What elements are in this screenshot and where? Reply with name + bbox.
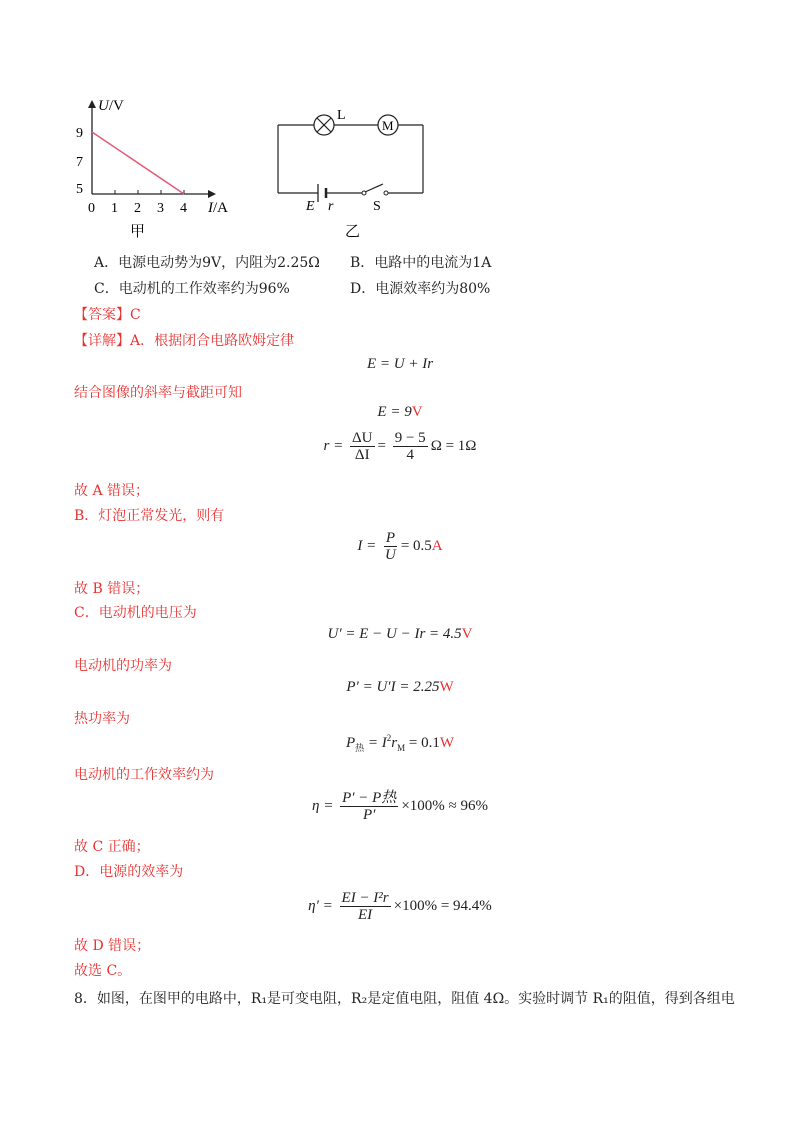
option-d: D．电源效率约为80% (350, 281, 491, 297)
motor-label: M (382, 118, 394, 133)
detail-heading (74, 330, 294, 350)
a-wrong: 故 A 错误； (74, 483, 150, 499)
equation-9: η′ = $\frac{\text{EI − I²r}}{EI}$ ×100% = 94.4% (308, 890, 492, 923)
x-tick-4: 4 (180, 201, 187, 216)
y-tick-9: 9 (76, 126, 83, 141)
circuit-diagram (270, 105, 440, 240)
d-intro: D．电源的效率为 (74, 864, 184, 880)
x-tick-0: 0 (88, 201, 95, 216)
y-axis-arrow (88, 100, 96, 108)
c-intro: C．电动机的电压为 (74, 605, 197, 621)
motor-eff-text: 电动机的工作效率约为 (74, 767, 214, 783)
ui-line (92, 132, 184, 194)
lamp-label: L (337, 108, 346, 123)
next-question: 8．如图，在图甲的电路中，R₁是可变电阻，R₂是定值电阻，阻值 4Ω。实验时调节 R₁的阻值，得到各组电 (74, 991, 735, 1007)
x-tick-3: 3 (157, 201, 164, 216)
figure-caption-jia: 甲 (130, 222, 146, 240)
option-a: A．电源电动势为9V，内阻为2.25Ω (94, 255, 320, 271)
equation-3: r = $\frac{\Delta U}{\Delta I}$ = $\frac{9 - 5}{4}$ Ω = 1Ω (323, 430, 477, 463)
y-tick-7: 7 (76, 155, 83, 170)
switch-icon (362, 184, 388, 195)
emf-label: E (306, 199, 315, 214)
answer-line (74, 304, 141, 324)
lamp-icon (314, 115, 334, 135)
figure-caption-yi: 乙 (345, 222, 361, 240)
answer-value: C (130, 307, 141, 323)
combine-text: 结合图像的斜率与截距可知 (74, 385, 242, 401)
equation-7: $P_热 = I^2r_M = 0.1W$ (345, 733, 455, 753)
y-tick-5: 5 (76, 182, 83, 197)
detail-label: 【详解】 (74, 333, 130, 349)
option-c: C．电动机的工作效率约为96% (94, 281, 290, 297)
equation-5: U′ = E − U − Ir = 4.5V (327, 626, 473, 642)
answer-label: 【答案】 (74, 307, 130, 323)
x-tick-2: 2 (134, 201, 141, 216)
x-axis-label: I/A (208, 200, 228, 216)
equation-1: E = U + Ir (366, 356, 434, 372)
b-intro: B．灯泡正常发光，则有 (74, 508, 225, 524)
b-wrong: 故 B 错误； (74, 581, 150, 597)
switch-label: S (373, 199, 381, 214)
motor-power-text: 电动机的功率为 (74, 658, 172, 674)
equation-8: η = $\frac{\text{P′ − P热}}{P'}$ ×100% ≈ 96% (312, 790, 488, 823)
d-wrong: 故 D 错误； (74, 938, 151, 954)
choose-text: 故选 C。 (74, 963, 132, 979)
equation-4: I = $\frac{P}{U}$ = 0.5A (357, 530, 443, 563)
x-tick-1: 1 (111, 201, 118, 216)
option-b: B．电路中的电流为1A (350, 255, 492, 271)
ui-graph (70, 90, 250, 240)
equation-2: E = 9V (377, 404, 423, 420)
resistance-label: r (328, 199, 334, 214)
c-right: 故 C 正确； (74, 839, 150, 855)
heat-power-text: 热功率为 (74, 711, 130, 727)
y-axis-label: U/V (98, 98, 124, 114)
detail-a-intro: A．根据闭合电路欧姆定律 (130, 333, 295, 349)
x-axis-arrow (208, 190, 216, 198)
battery-icon (318, 184, 326, 202)
equation-6: P′ = U′I = 2.25W (346, 679, 454, 695)
